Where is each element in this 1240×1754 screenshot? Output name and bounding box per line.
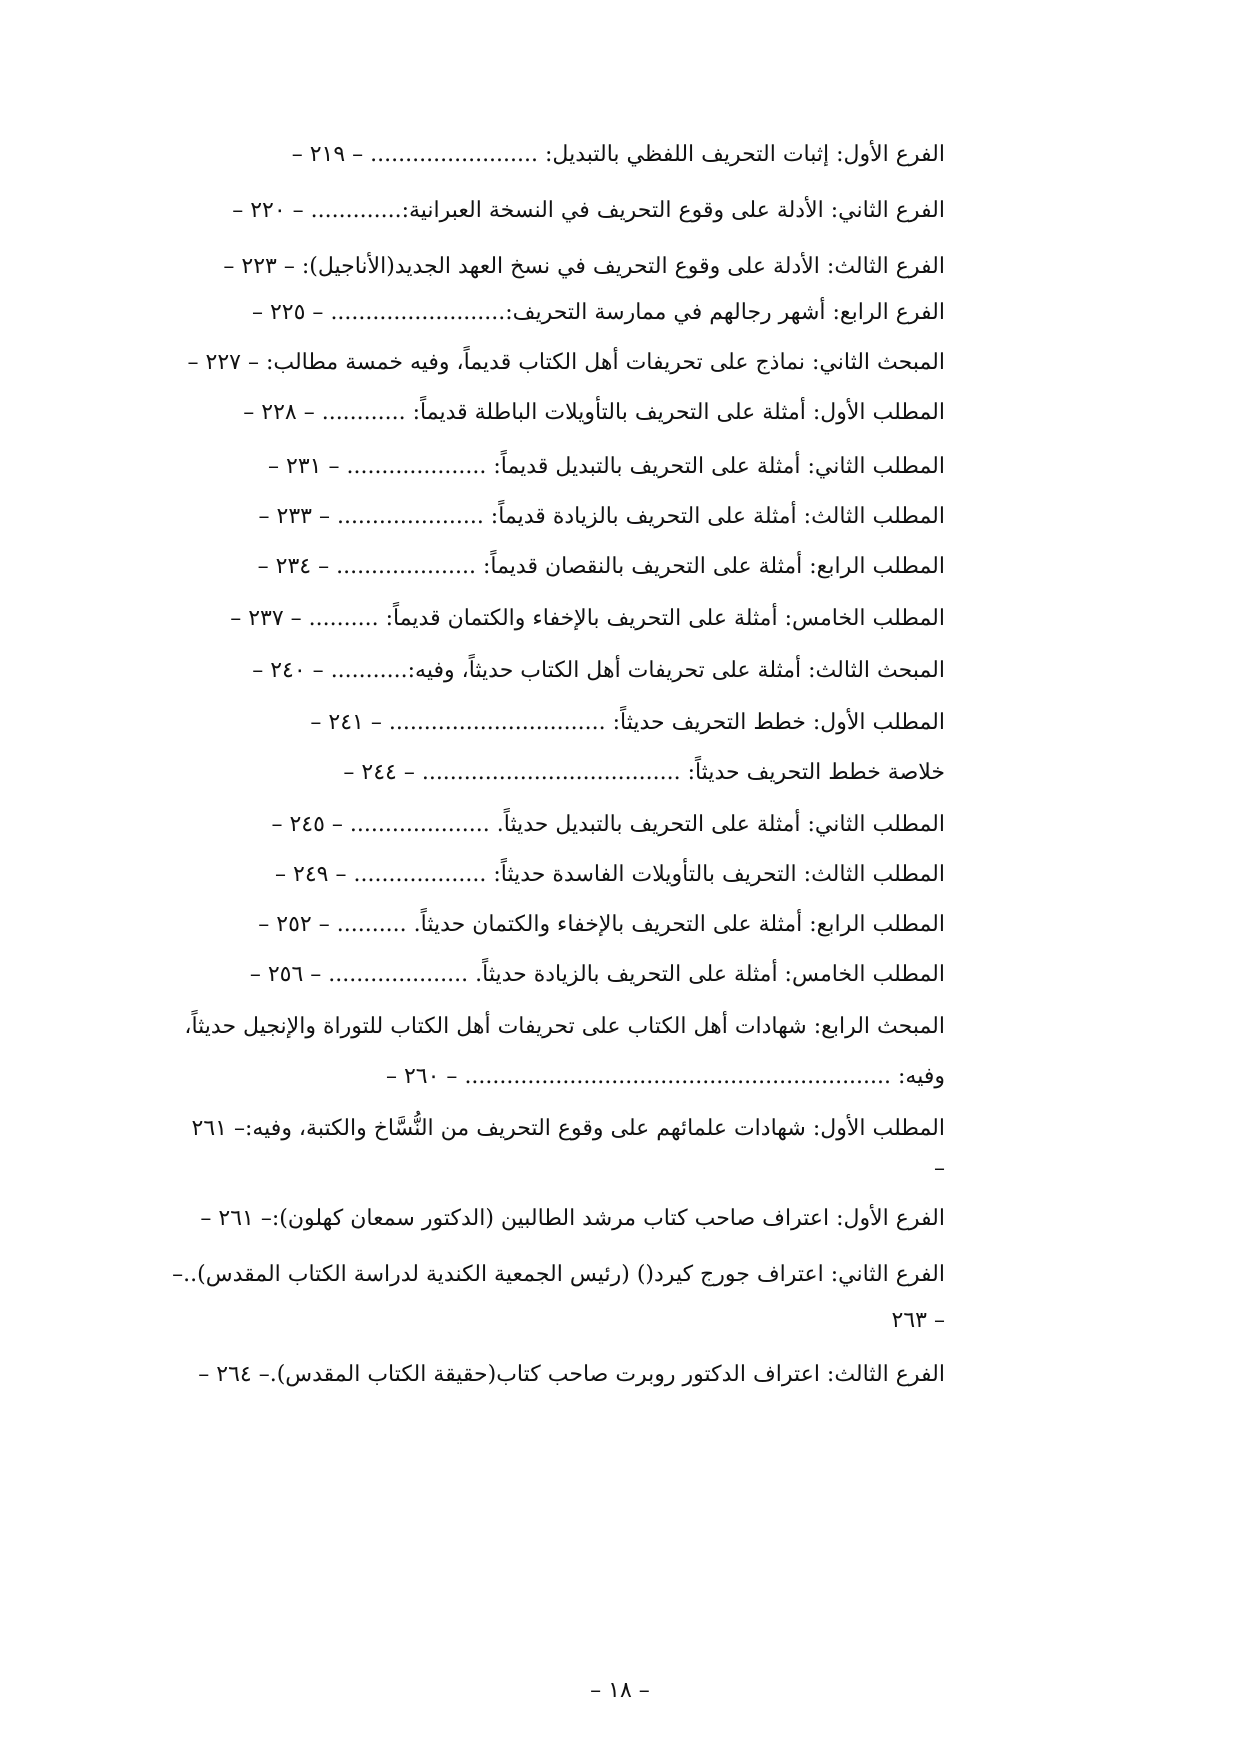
toc-entry-page: – ٢٣١ – [268,454,340,479]
toc-entry-title: الفرع الثالث: اعتراف الدكتور روبرت صاحب كتاب(حقيقة الكتاب المقدس).– [258,1362,945,1387]
toc-entry [145,1062,945,1092]
toc-entry-page: – ٢٢٨ – [243,400,315,425]
toc-entry-page: – ٢٥٦ – [249,962,322,987]
toc-entry-page: – ٢٤٩ – [275,862,347,887]
toc-entry [145,810,945,840]
toc-entry [145,252,945,282]
toc-entry-title: الفرع الثالث: الأدلة على وقوع التحريف في نسخ العهد الجديد(الأناجيل): [301,254,945,279]
toc-entry [145,398,945,428]
toc-entry-page: – ٢٦٣ [891,1308,945,1333]
toc-entry-title: الفرع الثاني: الأدلة على وقوع التحريف في النسخة العبرانية:............. [310,198,945,223]
toc-entry-title: الفرع الثاني: اعتراف جورج كيرد() (رئيس الجمعية الكندية لدراسة الكتاب المقدس)..– [172,1262,945,1287]
toc-entry [145,1260,945,1290]
toc-entry [145,758,945,788]
toc-entry-title: خلاصة خطط التحريف حديثاً: ..................................... [421,760,945,785]
toc-entry-page: ٢٦٤ – [198,1362,252,1387]
toc-entry-title: المطلب الخامس: أمثلة على التحريف بالزيادة حديثاً. .................... [328,962,945,987]
toc-entry-page: – [934,1156,945,1181]
toc-entry-title: المبحث الرابع: شهادات أهل الكتاب على تحريفات أهل الكتاب للتوراة والإنجيل حديثاً، [184,1014,945,1039]
toc-entry [145,502,945,532]
toc-entry [145,452,945,482]
toc-entry-title: المطلب الثالث: التحريف بالتأويلات الفاسدة حديثاً: ................... [353,862,945,887]
toc-entry [145,1114,945,1144]
toc-entry-title: الفرع الرابع: أشهر رجالهم في ممارسة التحريف:......................... [330,300,945,325]
toc-entry [145,960,945,990]
toc-entry [145,196,945,226]
toc-entry-title: المطلب الرابع: أمثلة على التحريف بالإخفاء والكتمان حديثاً. .......... [336,912,945,937]
toc-entry-page: – ٢٣٣ – [258,504,330,529]
toc-entry-page: – ٢٣٧ – [230,606,302,631]
toc-entry [145,348,945,378]
toc-entry-page: – ٢٤١ – [310,710,382,735]
toc-entry-title: المطلب الرابع: أمثلة على التحريف بالنقصان قديماً: .................... [336,554,945,579]
toc-entry-page: – ٢٤٠ – [252,658,324,683]
toc-entry-title: الفرع الأول: اعتراف صاحب كتاب مرشد الطالبين (الدكتور سمعان كهلون):– [260,1206,945,1231]
toc-entry-title: المبحث الثالث: أمثلة على تحريفات أهل الكتاب حديثاً، وفيه:........... [330,658,945,683]
toc-entry-page: – ٢٣٤ – [257,554,330,579]
toc-entry [145,1012,945,1042]
toc-entry-title: المطلب الأول: خطط التحريف حديثاً: ............................... [388,710,945,735]
toc-entry [145,140,945,170]
toc-entry-title: المطلب الثاني: أمثلة على التحريف بالتبديل قديماً: .................... [346,454,945,479]
page-number: – ١٨ – [590,1678,650,1703]
toc-entry [145,656,945,686]
toc-entry [145,1306,945,1336]
toc-entry-title: وفيه: ............................................................. [464,1064,945,1089]
toc-entry-title: المطلب الثاني: أمثلة على التحريف بالتبديل حديثاً. .................... [349,812,945,837]
toc-entry-page: – ٢٦٠ – [385,1064,458,1089]
toc-entry [145,604,945,634]
toc-entry-page: – ٢٤٥ – [271,812,343,837]
toc-entry [145,1204,945,1234]
toc-entry-page: – ٢٢٧ – [187,350,259,375]
toc-entry-page: – ٢٤٤ – [343,760,415,785]
toc-entry-page: ٢٦١ [191,1116,227,1141]
toc-entry-page: – ٢٥٢ – [258,912,330,937]
toc-entry-title: الفرع الأول: إثبات التحريف اللفظي بالتبديل: ........................ [370,142,945,167]
toc-entry-title: المبحث الثاني: نماذج على تحريفات أهل الكتاب قديماً، وفيه خمسة مطالب: [265,350,945,375]
toc-entry [145,910,945,940]
toc-entry [145,1154,945,1184]
toc-entry [145,860,945,890]
toc-entry [145,552,945,582]
toc-entry-page: – ٢٢٣ – [223,254,295,279]
toc-entry-page: ٢٦١ – [200,1206,254,1231]
toc-entry-page: – ٢٢٥ – [251,300,324,325]
toc-entry-page: – ٢٢٠ – [232,198,304,223]
toc-entry-title: المطلب الأول: شهادات علمائهم على وقوع التحريف من النُّسَّاخ والكتبة، وفيه:– [233,1116,945,1141]
toc-entry-title: المطلب الأول: أمثلة على التحريف بالتأويلات الباطلة قديماً: ............ [321,400,945,425]
toc-entry-title: المطلب الثالث: أمثلة على التحريف بالزيادة قديماً: ..................... [336,504,945,529]
toc-entry-page: – ٢١٩ – [291,142,364,167]
toc-entry [145,1360,945,1390]
toc-entry [145,298,945,328]
toc-entry [145,708,945,738]
toc-entry-title: المطلب الخامس: أمثلة على التحريف بالإخفاء والكتمان قديماً: .......... [308,606,945,631]
